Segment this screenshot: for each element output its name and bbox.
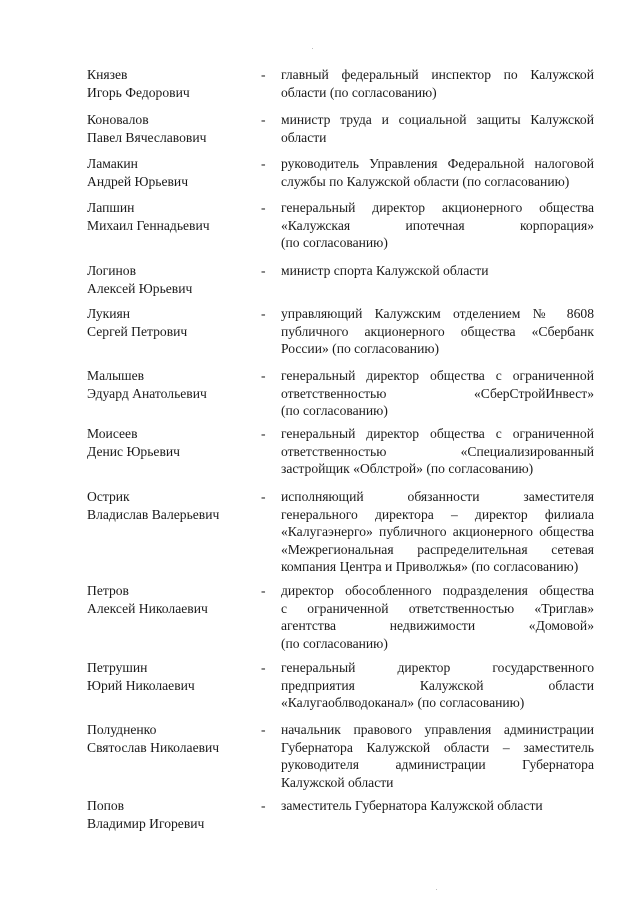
given-names: Святослав Николаевич [87, 739, 220, 755]
dash: - [261, 798, 266, 813]
given-names: Сергей Петрович [87, 323, 188, 339]
position-description [281, 66, 594, 101]
desc-line: генеральный директор общества с ограниченной [281, 368, 594, 383]
desc-line: «Калугаэнерго» публичного акционерного общества [281, 524, 594, 539]
desc-line: застройщик «Облстрой» (по согласованию) [281, 461, 534, 476]
desc-line: министр спорта Калужской области [281, 263, 489, 278]
desc-line: службы по Калужской области (по согласованию) [281, 173, 570, 189]
dash: - [261, 368, 266, 383]
desc-line: «Калугаоблводоканал» (по согласованию) [281, 695, 525, 710]
person-name [87, 721, 252, 756]
desc-line: генерального директора – директор филиала [281, 506, 594, 522]
given-names: Владислав Валерьевич [87, 506, 220, 522]
desc-line: «Межрегиональная распределительная сетевая [281, 541, 594, 557]
position-description [281, 262, 594, 280]
surname: Логинов [87, 263, 137, 278]
dash: - [261, 306, 266, 321]
desc-line: ответственностью «Специализированный [281, 443, 594, 459]
person-name [87, 66, 252, 101]
position-description [281, 659, 594, 712]
dash: - [261, 426, 266, 441]
desc-line: генеральный директор общества с ограниченной [281, 426, 594, 441]
given-names: Игорь Федорович [87, 84, 190, 100]
dash: - [261, 722, 266, 737]
dash: - [261, 489, 266, 504]
dash: - [261, 156, 266, 171]
position-description [281, 721, 594, 791]
scan-speck [312, 48, 313, 49]
surname: Лукиян [87, 306, 131, 321]
position-description [281, 488, 594, 576]
surname: Малышев [87, 368, 145, 383]
desc-line: агентства недвижимости «Домовой» [281, 618, 594, 633]
dash: - [261, 67, 266, 82]
desc-line: области (по согласованию) [281, 84, 437, 100]
dash: - [261, 660, 266, 675]
given-names: Михаил Геннадьевич [87, 217, 210, 233]
person-name [87, 111, 252, 146]
surname: Петров [87, 583, 129, 598]
desc-line: заместитель Губернатора Калужской области [281, 798, 543, 813]
dash: - [261, 200, 266, 215]
given-names: Алексей Николаевич [87, 600, 208, 616]
person-name [87, 659, 252, 694]
dash: - [261, 112, 266, 127]
desc-line: генеральный директор акционерного общества [281, 200, 594, 215]
desc-line: генеральный директор государственного [281, 660, 594, 675]
surname: Попов [87, 798, 125, 813]
desc-line: «Калужская ипотечная корпорация» [281, 217, 594, 233]
desc-line: ответственностью «СберСтройИнвест» [281, 385, 594, 401]
desc-line: компания Центра и Приволжья» (по согласованию) [281, 559, 579, 574]
desc-line: Калужской области [281, 774, 394, 790]
person-name [87, 305, 252, 340]
dash: - [261, 263, 266, 278]
person-name [87, 425, 252, 460]
person-name [87, 488, 252, 523]
person-name [87, 797, 252, 832]
desc-line: России» (по согласованию) [281, 341, 440, 356]
position-description [281, 425, 594, 478]
desc-line: (по согласованию) [281, 235, 388, 250]
surname: Моисеев [87, 426, 138, 441]
desc-line: (по согласованию) [281, 403, 388, 418]
person-name [87, 155, 252, 190]
position-description [281, 155, 594, 190]
person-name [87, 199, 252, 234]
dash: - [261, 583, 266, 598]
given-names: Денис Юрьевич [87, 443, 180, 459]
desc-line: министр труда и социальной защиты Калужской [281, 112, 594, 127]
desc-line: начальник правового управления администрации [281, 722, 594, 737]
desc-line: области [281, 129, 327, 145]
given-names: Павел Вячеславович [87, 129, 207, 145]
desc-line: директор обособленного подразделения общества [281, 583, 594, 598]
desc-line: (по согласованию) [281, 635, 388, 651]
given-names: Владимир Игоревич [87, 815, 205, 831]
desc-line: руководитель Управления Федеральной налоговой [281, 156, 594, 171]
scan-speck [436, 889, 437, 890]
position-description [281, 111, 594, 146]
person-name [87, 367, 252, 402]
surname: Князев [87, 67, 128, 82]
desc-line: руководителя администрации Губернатора [281, 757, 594, 772]
desc-line: предприятия Калужской области [281, 677, 594, 693]
given-names: Алексей Юрьевич [87, 280, 193, 296]
desc-line: главный федеральный инспектор по Калужской [281, 67, 594, 82]
surname: Петрушин [87, 660, 148, 675]
surname: Лапшин [87, 200, 135, 215]
desc-line: публичного акционерного общества «Сбербанк [281, 323, 594, 339]
position-description [281, 305, 594, 358]
given-names: Юрий Николаевич [87, 677, 195, 693]
person-name [87, 262, 252, 297]
person-name [87, 582, 252, 617]
surname: Коновалов [87, 112, 149, 127]
desc-line: Губернатора Калужской области – заместитель [281, 739, 594, 755]
given-names: Андрей Юрьевич [87, 173, 189, 189]
given-names: Эдуард Анатольевич [87, 385, 207, 401]
surname: Острик [87, 489, 130, 504]
position-description [281, 582, 594, 652]
desc-line: исполняющий обязанности заместителя [281, 489, 594, 504]
surname: Ламакин [87, 156, 138, 171]
position-description [281, 367, 594, 420]
position-description [281, 199, 594, 252]
surname: Полудненко [87, 722, 157, 737]
desc-line: с ограниченной ответственностью «Триглав» [281, 600, 594, 616]
position-description [281, 797, 594, 815]
desc-line: управляющий Калужским отделением № 8608 [281, 306, 594, 321]
